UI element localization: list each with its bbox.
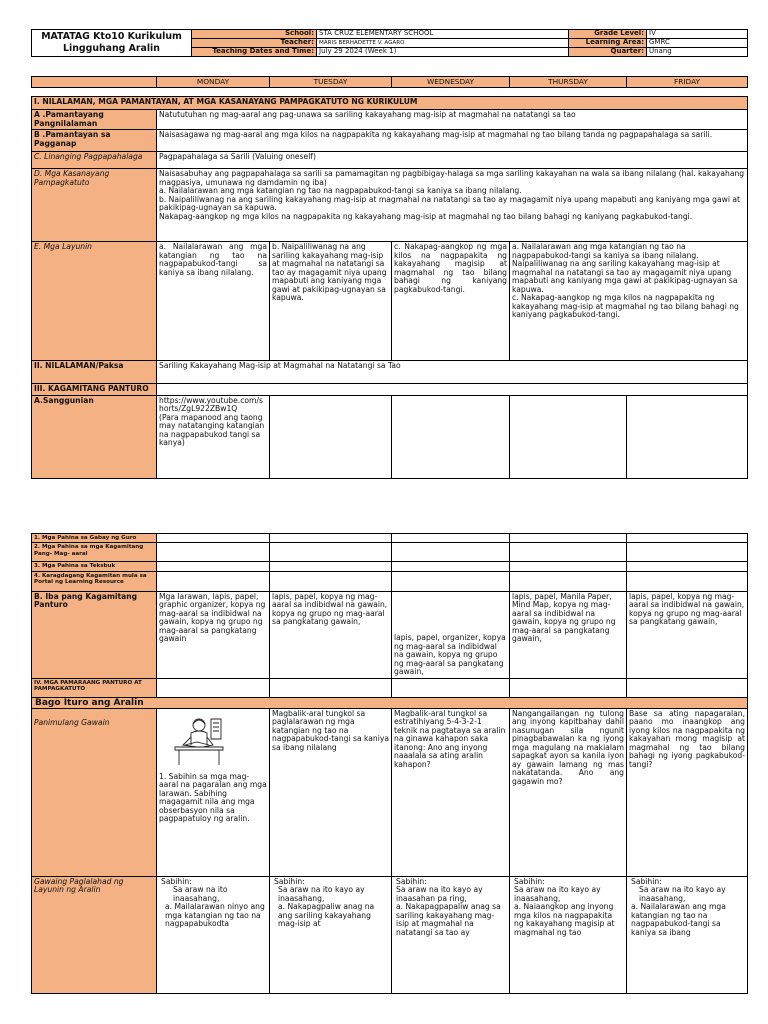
teksbuk-mon [157, 562, 270, 571]
days-header [31, 76, 747, 88]
grade-value: IV [647, 30, 748, 39]
quarter-value: Unang [647, 48, 748, 57]
iba-pang-kagamitan-label: B. Iba pang Kagamitang Panturo [32, 591, 157, 678]
teksbuk-fri [627, 562, 748, 571]
header-table [31, 29, 748, 57]
kasanayang-pampagkatuto-text [157, 169, 748, 242]
gabay-guro-mon [157, 534, 270, 543]
pamaraang-panturo-label: IV. MGA PAMARAANG PANTURO AT PAMPAGKATUTO [32, 678, 157, 697]
linanging-pagpapahalaga-text: Pagpapahalaga sa Sarili (Valuing oneself) [157, 152, 748, 169]
portal-thu [510, 571, 627, 591]
panimulang-gawain-thursday: Nangangailangan ng tulong ang inyong kapitbahay dahil nasunugan sila ngunit pinagbabawalan ka ng iyong mga magulang na makialam sapagkat ayon sa kanila iyon ay gawain lamang ng mas nakatatanda. Ano ang gagawin mo? [510, 708, 627, 876]
kasanayang-pampagkatuto-label: D. Mga Kasanayang Pampagkatuto [32, 169, 157, 242]
portal-label: 4. Karagdagang Kagamitan mula sa Portal ng Learning Resource [32, 571, 157, 591]
gaw-wed-1: Sabihin: [396, 876, 427, 886]
pamaraan-mon [157, 678, 270, 697]
kagamitang-thu [510, 543, 627, 562]
day-monday: MONDAY [157, 77, 270, 88]
portal-wed [392, 571, 510, 591]
layunin-thu-line-3: c. Nakapag-aangkop ng mga kilos na nagpapakita ng kakayahang mag-isip at magmahal ng tao bilang bahagi ng kaniyang pagkabukod-tangi. [512, 293, 739, 319]
paglalahad-thursday [510, 876, 627, 993]
pamaraan-tue [270, 678, 392, 697]
paglalahad-tuesday [270, 876, 392, 993]
days-table [31, 76, 748, 88]
nilalaman-label: II. NILALAMAN/Paksa [32, 361, 157, 384]
dates-value: July 29 2024 (Week 1) [317, 48, 569, 57]
pamaraan-thu [510, 678, 627, 697]
paglalahad-monday [157, 876, 270, 993]
pamantayan-pagganap-text: Naisasagawa ng mag-aaral ang mga kilos na nagpapakita ng kakayahang mag-isip at magmahal ng tao bilang tanda ng pagpapahalaga sa sarili. [157, 130, 748, 152]
iba-pang-kagamitan-friday: lapis, papel, kopya ng mag-aaral sa indibidwal na gawain, kopya ng grupo ng mag-aaral sa pangkatang gawain, [627, 591, 748, 678]
school-label: School: [192, 30, 317, 39]
school-value: STA CRUZ ELEMENTARY SCHOOL [317, 30, 569, 39]
sanggunian-note: (Para mapanood ang taong may natatanging katangian na nagpapabukod tangi sa kanya) [159, 412, 265, 447]
teksbuk-tue [270, 562, 392, 571]
kasanayan-line-2: a. Nailalarawan ang mga katangian ng tao na nagpapabukod-tangi sa kaniya sa ibang nilalang. [159, 186, 522, 195]
main-table-page2 [31, 533, 748, 994]
gaw-thu-2: Sa araw na ito kayo ay inaasahang, [514, 885, 601, 903]
gaw-mon-1: Sabihin: [161, 876, 192, 886]
gaw-fri-3: a. Nailalarawan ang mga katangian ng tao na nagpapabukod-tangi sa kaniya sa ibang [631, 902, 726, 937]
sanggunian-tuesday [270, 395, 392, 478]
gaw-fri-1: Sabihin: [631, 876, 662, 886]
kasanayan-line-1: Naisasabuhay ang pagpapahalaga sa sarili sa pamamagitan ng pagbibigay-halaga sa mga sariling kakayahan na wala sa ibang nilalang (hal. kakayahang magpasiya, umunawa ng damdamin ng iba) [159, 169, 745, 187]
area-label: Learning Area: [569, 39, 647, 48]
main-table-page1 [31, 96, 748, 479]
iba-pang-kagamitan-monday: Mga larawan, lapis, papel, graphic organizer, kopya ng mag-aaral sa indibidwal na gawain, kopya ng grupo ng mag-aaral sa pangkatang gawain [157, 591, 270, 678]
layunin-thu-line-2: Naipaliliwanag na ang sariling kakayahang mag-isip at magmahal na natatangi sa tao ay magagamit niya upang mapabuti ang kaniyang mga gawi at pakikipag-ugnayan sa kapuwa. [512, 259, 738, 294]
panimulang-gawain-label: Panimulang Gawain [32, 708, 157, 876]
kagamitang-panturo-label: III. KAGAMITANG PANTURO [32, 384, 157, 396]
gaw-thu-3: a. Naiaangkop ang inyong mga kilos na nagpapakita ng kakayahang magisip at magmahal ng tao [514, 902, 615, 937]
quarter-label: Quarter: [569, 48, 647, 57]
title-line-2: Lingguhang Aralin [63, 43, 160, 54]
sanggunian-wednesday [392, 395, 510, 478]
sanggunian-thursday [510, 395, 627, 478]
gaw-wed-2: Sa araw na ito kayo ay inaasahan pa ring, [396, 885, 483, 903]
gabay-guro-thu [510, 534, 627, 543]
gaw-wed-3: a. Nakapagpapaliw anag sa sariling kakayahang mag-isip at magmahal na natatangi sa tao ay [396, 902, 501, 937]
pamantayang-pangnilalaman-label: A .Pamantayang Pangnilalaman [32, 110, 157, 130]
sanggunian-friday [627, 395, 748, 478]
header-block [31, 29, 747, 65]
day-friday: FRIDAY [627, 77, 748, 88]
gaw-fri-2: Sa araw na ito kayo ay inaasahang, [639, 885, 726, 903]
layunin-wednesday: c. Nakapag-aangkop ng mga kilos na nagpapakita ng kakayahang magisip at magmahal ng tao bilang bahagi ng kaniyang pagkabukod-tangi. [392, 242, 510, 361]
dates-label: Teaching Dates and Time: [192, 48, 317, 57]
gaw-mon-2: Sa araw na ito inaasahang, [173, 885, 228, 903]
kasanayan-line-3: b. Naipaliliwanag na ang sariling kakayahang mag-isip at magmahal na natatangi sa tao ay magagamit niya upang mapabuti ang kaniyang mga gawi at pakikipag-ugnayan sa kapuwa. [159, 194, 740, 212]
gaw-thu-1: Sabihin: [514, 876, 545, 886]
title-line-1: MATATAG Kto10 Kurikulum [41, 31, 182, 43]
day-tuesday: TUESDAY [270, 77, 392, 88]
day-wednesday: WEDNESDAY [392, 77, 510, 88]
panimulang-gawain-wednesday: Magbalik-aral tungkol sa estratihiyang 5-4-3-2-1 teknik na pagtataya sa aralin na ginawa kahapon saka itanong: Ano ang inyong naaalala sa ating aralin kahapon? [392, 708, 510, 876]
bago-ituro-title: Bago Ituro ang Aralin [32, 697, 748, 708]
teacher-label: Teacher: [192, 39, 317, 48]
teksbuk-thu [510, 562, 627, 571]
gaw-mon-3: a. Mailalarawan ninyo ang mga katangian ng tao na nagpapabukodta [165, 902, 265, 929]
nilalaman-text: Sariling Kakayahang Mag-isip at Magmahal na Natatangi sa Tao [157, 361, 748, 384]
kasanayan-line-4: Nakapag-aangkop ng mga kilos na nagpapakita ng kakayahang mag-isip at magmahal ng tao bilang bahagi ng kaniyang pagkabukod-tangi. [159, 211, 693, 221]
pamaraan-fri [627, 678, 748, 697]
portal-mon [157, 571, 270, 591]
section-1-title: I. NILALAMAN, MGA PAMANTAYAN, AT MGA KASANAYANG PAMPAGKATUTO NG KURIKULUM [32, 97, 748, 110]
pamantayang-pangnilalaman-text: Natututuhan ng mag-aaral ang pag-unawa sa sariling kakayahang mag-isip at magmahal na natatangi sa tao [157, 110, 748, 130]
days-corner [32, 77, 157, 88]
grade-label: Grade Level: [569, 30, 647, 39]
kagamitang-panturo-empty [157, 384, 748, 396]
portal-fri [627, 571, 748, 591]
gaw-tue-2: Sa araw na ito kayo ay inaasahang, [278, 885, 365, 903]
student-studying-illustration [169, 715, 229, 767]
layunin-thursday [510, 242, 748, 361]
layunin-monday: a. Nailalarawan ang mga katangian ng tao na nagpapabukod-tangi sa kaniya sa ibang nilalang. [157, 242, 270, 361]
iba-pang-kagamitan-tuesday: lapis, papel, kopya ng mag-aaral sa indibidwal na gawain, kopya ng grupo ng mag-aaral sa pangkatang gawain, [270, 591, 392, 678]
paglalahad-wednesday [392, 876, 510, 993]
kagamitang-pang-mag-aaral-label: 2. Mga Pahina sa mga Kagamitang Pang- Mag- aaral [32, 543, 157, 562]
layunin-tuesday: b. Naipaliliwanag na ang sariling kakayahang mag-isip at magmahal na natatangi sa tao ay magagamit niya upang mapabuti ang kaniyang mga gawi at pakikipag-ugnayan sa kapuwa. [270, 242, 392, 361]
teksbuk-label: 3. Mga Pahina sa Teksbuk [32, 562, 157, 571]
panimula-mon-text: 1. Sabihin sa mga mag-aaral na pagaralan ang mga larawan. Sabihing magagamit nila ang mga obserbasyon nila sa pagpapatuloy ng aralin. [159, 771, 267, 824]
panimulang-gawain-monday [157, 708, 270, 876]
sanggunian-monday [157, 395, 270, 478]
paglalahad-layunin-label: Gawaing Paglalahad ng Layunin ng Aralin [32, 876, 157, 993]
gaw-tue-3: a. Nakapagpaliw anag na ang sariling kakayahang mag-isip at [278, 902, 375, 929]
kagamitang-wed [392, 543, 510, 562]
panimulang-gawain-friday: Base sa ating napagaralan, paano mo inaangkop ang iyong kilos na nagpapakita ng kakayahan mong magisip at magmahal ng tao bilang bahagi ng iyong pagkabukod-tangi? [627, 708, 748, 876]
layunin-label: E. Mga Layunin [32, 242, 157, 361]
teksbuk-wed [392, 562, 510, 571]
iba-pang-kagamitan-wednesday: lapis, papel, organizer, kopya ng mag-aaral sa indibidwal na gawain, kopya ng grupo ng mag-aaral sa pangkatang gawain, [392, 591, 510, 678]
area-value: GMRC [647, 39, 748, 48]
layunin-thu-line-1: a. Nailalarawan ang mga katangian ng tao na nagpapabukod-tangi sa kaniya sa ibang nilalang. [512, 242, 699, 260]
pamaraan-wed [392, 678, 510, 697]
linanging-pagpapahalaga-label: C. Linanging Pagpapahalaga [32, 152, 157, 169]
teacher-value: MARIS BERHADETTE V. AGARO [317, 39, 569, 48]
gabay-guro-label: 1. Mga Pahina sa Gabay ng Guro [32, 534, 157, 543]
gaw-tue-1: Sabihin: [274, 876, 305, 886]
portal-tue [270, 571, 392, 591]
kagamitang-fri [627, 543, 748, 562]
gabay-guro-wed [392, 534, 510, 543]
day-thursday: THURSDAY [510, 77, 627, 88]
iba-pang-kagamitan-thursday: lapis, papel, Manila Paper, Mind Map, kopya ng mag-aaral sa indibidwal na gawain, kopya ng grupo ng mag-aaral sa pangkatang gawain, [510, 591, 627, 678]
panimulang-gawain-tuesday: Magbalik-aral tungkol sa paglalarawan ng mga katangian ng tao na nagpapabukod-tangi sa kaniya sa ibang nilalang [270, 708, 392, 876]
paglalahad-friday [627, 876, 748, 993]
gabay-guro-fri [627, 534, 748, 543]
kagamitang-mon [157, 543, 270, 562]
gabay-guro-tue [270, 534, 392, 543]
sanggunian-label: A.Sanggunian [32, 395, 157, 478]
sanggunian-link[interactable]: https://www.youtube.com/shorts/ZgL922ZBw1Q [159, 395, 263, 413]
pamantayan-pagganap-label: B .Pamantayan sa Pagganap [32, 130, 157, 152]
lesson-title [32, 30, 192, 57]
kagamitang-tue [270, 543, 392, 562]
